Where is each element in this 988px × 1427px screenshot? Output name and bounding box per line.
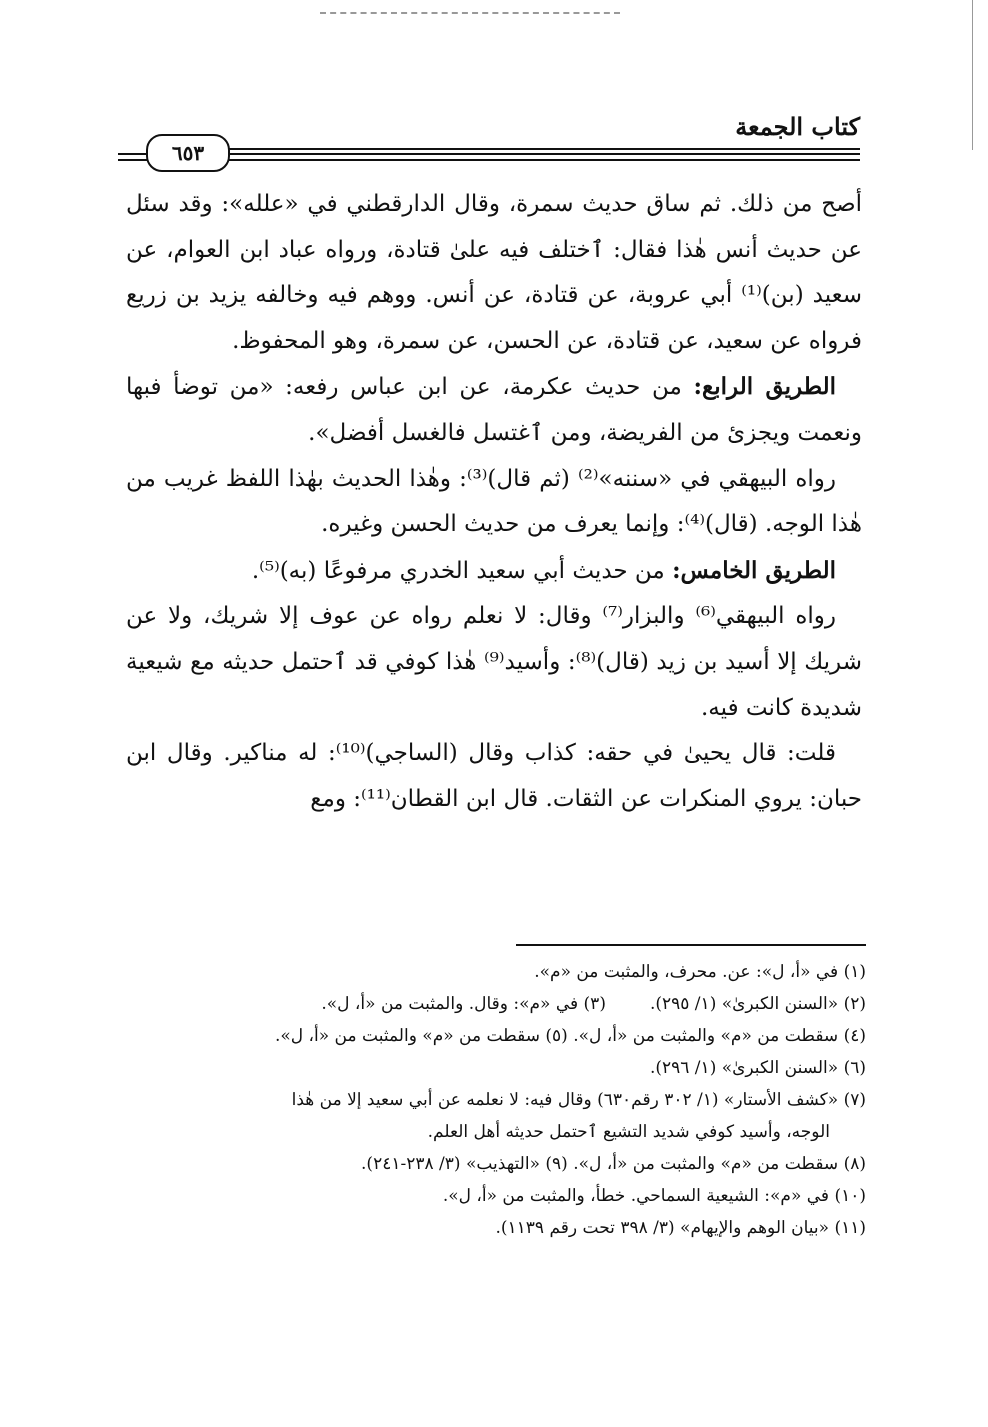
footnote: (١١) «بيان الوهم والإيهام» (٣/ ٣٩٨ تحت رقم ١١٣٩). [495, 1218, 866, 1238]
page-number: ٦٥٣ [146, 134, 230, 172]
paragraph: رواه البيهقي⁽⁶⁾ والبزار⁽⁷⁾ وقال: لا نعلم رواه عن عوف إلا شريك، ولا عن شريك إلا أسيد بن زيد (قال)⁽⁸⁾: وأسيد⁽⁹⁾ هٰذا كوفي قد ٱحتمل حديثه مع شيعية شديدة كانت فيه. [126, 603, 862, 721]
footnote: (٤) سقطت من «م» والمثبت من «أ، ل». (٥) سقطت من «م» والمثبت من «أ، ل». [274, 1026, 866, 1046]
paragraph [126, 548, 862, 595]
section-heading: الطريق الخامس: [672, 556, 836, 584]
section-heading: الطريق الرابع: [693, 373, 836, 401]
header-rule [210, 148, 860, 150]
footnote: (٨) سقطت من «م» والمثبت من «أ، ل». (٩) «التهذيب» (٣/ ٢٣٨-٢٤١). [361, 1154, 866, 1174]
footnote: (٣) في «م»: وقال. والمثبت من «أ، ل». [321, 994, 606, 1014]
footnote-separator [516, 944, 866, 946]
paragraph: أصح من ذلك. ثم ساق حديث سمرة، وقال الدارقطني في «علله»: وقد سئل عن حديث أنس هٰذا فقال: ٱختلف فيه علىٰ قتادة، ورواه عباد ابن العوام، عن سعيد (بن)⁽¹⁾ أبي عروبة، عن قتادة، عن أنس. ووهم فيه وخالفه يزيد بن زريع فرواه عن سعيد، عن قتادة، عن الحسن، عن سمرة، وهو المحفوظ. [126, 191, 863, 354]
footnote-row [126, 988, 866, 1020]
footnote: (٦) «السنن الكبرىٰ» (١/ ٢٩٦). [649, 1058, 866, 1078]
footnote: (٢) «السنن الكبرىٰ» (١/ ٢٩٥). [649, 994, 866, 1014]
footnote-continuation: الوجه، وأسيد كوفي شديد التشيع ٱحتمل حديثه أهل العلم. [427, 1122, 830, 1142]
main-text [126, 182, 862, 822]
paragraph: رواه البيهقي في «سننه»⁽²⁾ (ثم قال)⁽³⁾: وهٰذا الحديث بهٰذا اللفظ غريب من هٰذا الوجه. (قال)⁽⁴⁾: وإنما يعرف من حديث الحسن وغيره. [126, 465, 862, 538]
paragraph-text: من حديث عكرمة، عن ابن عباس رفعه: «من توضأ فبها ونعمت ويجزئ من الفريضة، ومن ٱغتسل فالغسل أفضل». [126, 374, 862, 446]
scan-edge-line [972, 0, 973, 150]
running-header [118, 112, 860, 174]
footnote: (٧) «كشف الأستار» (١/ ٣٠٢ رقم٦٣٠) وقال فيه: لا نعلمه عن أبي سعيد إلا من هٰذا [291, 1090, 866, 1110]
scan-edge-dash [320, 12, 620, 14]
footnote: (١) في «أ، ل»: عن. محرف، والمثبت من «م». [534, 962, 866, 982]
footnotes [126, 956, 866, 1244]
paragraph [126, 364, 862, 456]
paragraph-text: من حديث أبي سعيد الخدري مرفوعًا (به)⁽⁵⁾. [251, 557, 673, 584]
chapter-title: كتاب الجمعة [735, 112, 860, 141]
footnote: (١٠) في «م»: الشيعية السماحي. خطأ، والمثبت من «أ، ل». [442, 1186, 866, 1206]
paragraph: قلت: قال يحيىٰ في حقه: كذاب وقال (الساجي)⁽¹⁰⁾: له مناكير. وقال ابن حبان: يروي المنكرات عن الثقات. قال ابن القطان⁽¹¹⁾: ومع [126, 740, 862, 812]
